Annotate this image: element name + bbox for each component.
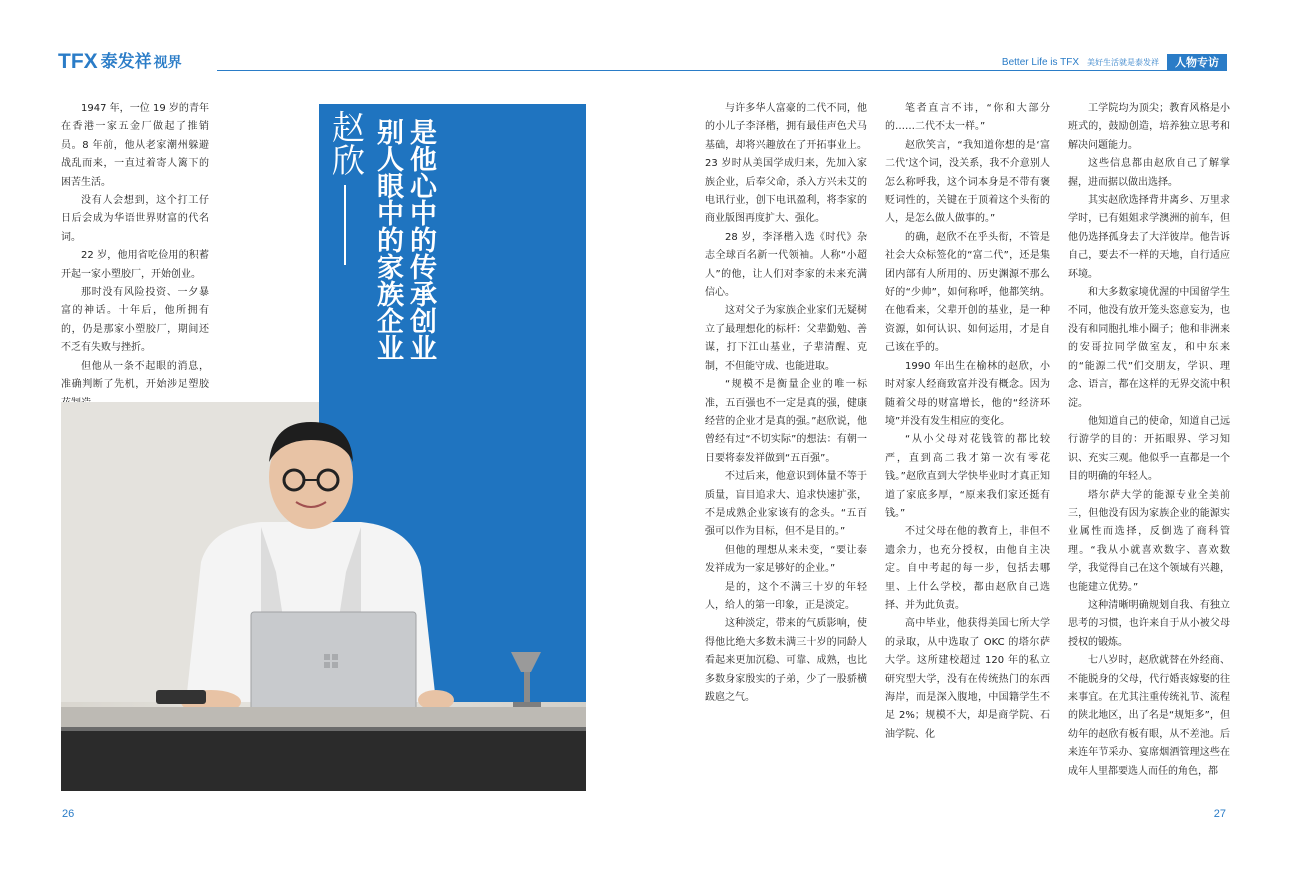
paragraph: 其实赵欣选择背井离乡、万里求学时，已有姐姐求学澳洲的前车，但他仍选择孤身去了大洋彼岸。他告诉自己，要去不一样的天地，自行适应环境。 — [1068, 195, 1230, 280]
paragraph: 与许多华人富豪的二代不同，他的小儿子李泽楷，拥有最佳声色犬马基础，却将兴趣放在了开拓事业上。23 岁时从美国学成归来，先加入家族企业，后奉父命，杀入方兴未艾的电讯行业，创下电讯盈利，将李家的商业版图再度扩大、强化。 — [705, 103, 867, 225]
paragraph: 但他的理想从来未变，“要让泰发祥成为一家足够好的企业。” — [705, 544, 867, 575]
paragraph: 但他从一条不起眼的消息，准确判断了先机，开始涉足塑胶 — [61, 360, 209, 391]
paragraph: 和大多数家境优渥的中国留学生不同，他没有放开笼头恣意妄为，也没有和同胞扎堆小圈子；他和非洲来的安哥拉同学做室友，和中东来的“能源二代”们交朋友，学识、理念、语言，都在这样的无界交流中积淀。 — [1068, 287, 1230, 409]
article-column-3 — [885, 100, 1050, 744]
paragraph: 工学院均为顶尖；教育风格是小班式的，鼓励创造，培养独立思考和解决问题能力。 — [1068, 103, 1230, 151]
paragraph: 不过父母在他的教育上，非但不遗余力，也充分授权，由他自主决定。自中考起的每一步，包括去哪里、上什么学校，都由赵欣自己选择、并为此负责。 — [885, 526, 1050, 611]
paragraph: 1990 年出生在榆林的赵欣，小时对家人经商致富并没有概念。因为随着父母的财富增长，他的“经济环境”并没有发生相应的变化。 — [885, 360, 1050, 427]
article-column-2 — [705, 100, 867, 707]
paragraph: “从小父母对花钱管的都比较严，直到高二我才第一次有零花钱。”赵欣直到大学快毕业时才真正知道了家底多厚，“原来我们家还挺有钱。” — [885, 434, 1050, 519]
paragraph: 他知道自己的使命，知道自己远行游学的目的：开拓眼界、学习知识、充实三观。他似乎一直都是一个目的明确的年轻人。 — [1068, 415, 1230, 483]
logo-view: 视界 — [153, 55, 182, 71]
section-tag: 人物专访 — [1167, 54, 1227, 71]
header-rule — [217, 70, 1227, 71]
page-number-left: 26 — [62, 808, 75, 820]
paragraph: 没有人会想到，这个打工仔日后会成为华语世界财富的代名词。 — [61, 195, 209, 243]
paragraph: 这对父子为家族企业家们无疑树立了最理想化的标杆：父辈勤勉、善谋，打下江山基业，子辈清醒、克制，不但能守成、也能进取。 — [705, 305, 867, 372]
paragraph: 那时没有风险投资、一夕暴富的神话。十年后，他所拥有的，仍是那家小塑胶厂，期间还不乏有失败与挫折。 — [61, 287, 209, 354]
page-number-right: 27 — [1213, 808, 1226, 820]
paragraph: 这种淡定，带来的气质影响，使得他比绝大多数未满三十岁的同龄人看起来更加沉稳、可靠、成熟，也比多数身家殷实的子弟，少了一股骄横跋扈之气。 — [705, 618, 867, 703]
paragraph: 1947 年，一位 19 岁的青年在香港一家五金厂做起了推销员。8 年前，他从老家潮州躲避战乱而来，一直过着寄人篱下的困苦生活。 — [61, 103, 209, 188]
paragraph: 这些信息都由赵欣自己了解掌握，进而据以做出选择。 — [1068, 158, 1230, 188]
paragraph: 不过后来，他意识到体量不等于质量，盲目追求大、追求快速扩张，不是成熟企业家该有的念头。“五百强可以作为目标，但不是目的。” — [705, 471, 867, 538]
logo-brand-cn: 泰发祥 — [100, 52, 152, 72]
portrait-photo — [61, 402, 586, 791]
slogan-en: Better Life is TFX — [1001, 56, 1079, 68]
portrait-illustration — [61, 402, 586, 791]
header-right — [1002, 54, 1227, 70]
paragraph: 七八岁时，赵欣就替在外经商、不能脱身的父母，代行婚丧嫁娶的往来事宜。在尤其注重传统礼节、流程的陕北地区，出了名是“规矩多”，但幼年的赵欣有板有眼，从不差池。后来连年节采办、宴席烟酒管理这些在成年人里都要选人而任的角色，都 — [1068, 655, 1230, 777]
paragraph: 的确，赵欣不在乎头衔，不管是社会大众标签化的“富二代”，还是集团内部有人所用的、历史渊源不那么好的“少帅”，如何称呼，他都笑纳。在他看来，父辈开创的基业，是一种资源，如何认识、如何运用，才是自己该在乎的。 — [885, 231, 1050, 354]
paragraph: 高中毕业，他获得美国七所大学的录取，从中选取了 OKC 的塔尔萨大学。这所建校超过 120 年的私立研究型大学，没有在传统热门的东西海岸，而是深入腹地，中国籍学生不足 2%；规模不大，却是商学院、石油学院、化 — [885, 618, 1050, 740]
paragraph: 22 岁，他用省吃俭用的积蓄开起一家小塑胶厂，开始创业。 — [61, 250, 209, 280]
paragraph: “规模不是衡量企业的唯一标准，五百强也不一定是真的强，健康经营的企业才是真的强。”赵欣说，他曾经有过“不切实际”的想法：有朝一日要将泰发祥做到“五百强”。 — [705, 379, 867, 464]
title-line-2: 别人眼中的家族企业 — [372, 118, 403, 361]
paragraph: 28 岁，李泽楷入选《时代》杂志全球百名新一代领袖。人称“小超人”的他，让人们对李家的未来充满信心。 — [705, 231, 867, 299]
paragraph: 这种清晰明确规划自我、有独立思考的习惯，也许来自于从小被父母授权的锻炼。 — [1068, 599, 1230, 648]
logo-tfx: TFX — [58, 50, 98, 73]
article-column-4 — [1068, 100, 1230, 781]
paragraph: 笔者直言不讳，“你和大部分的……二代不太一样。” — [885, 103, 1050, 133]
paragraph: 是的，这个不满三十岁的年轻人，给人的第一印象，正是淡定。 — [705, 581, 867, 611]
magazine-logo — [58, 50, 182, 72]
title-line-1: 是他心中的传承创业 — [405, 118, 436, 361]
paragraph: 塔尔萨大学的能源专业全美前三，但他没有因为家族企业的能源实业属性而选择，反倒选了商科管理。“我从小就喜欢数字、喜欢数学，我觉得自己在这个领域有兴趣，也能建立优势。” — [1068, 489, 1230, 593]
title-dash — [344, 185, 346, 265]
paragraph: 赵欣笑言，“我知道你想的是‘富二代’这个词，没关系，我不介意别人怎么称呼我，这个词本身是不带有褒贬词性的，关键在于顶着这个头衔的人，是怎么做人做事的。” — [885, 139, 1050, 225]
slogan-cn: 美好生活就是泰发祥 — [1087, 57, 1159, 67]
title-name: 赵欣 — [327, 110, 366, 176]
